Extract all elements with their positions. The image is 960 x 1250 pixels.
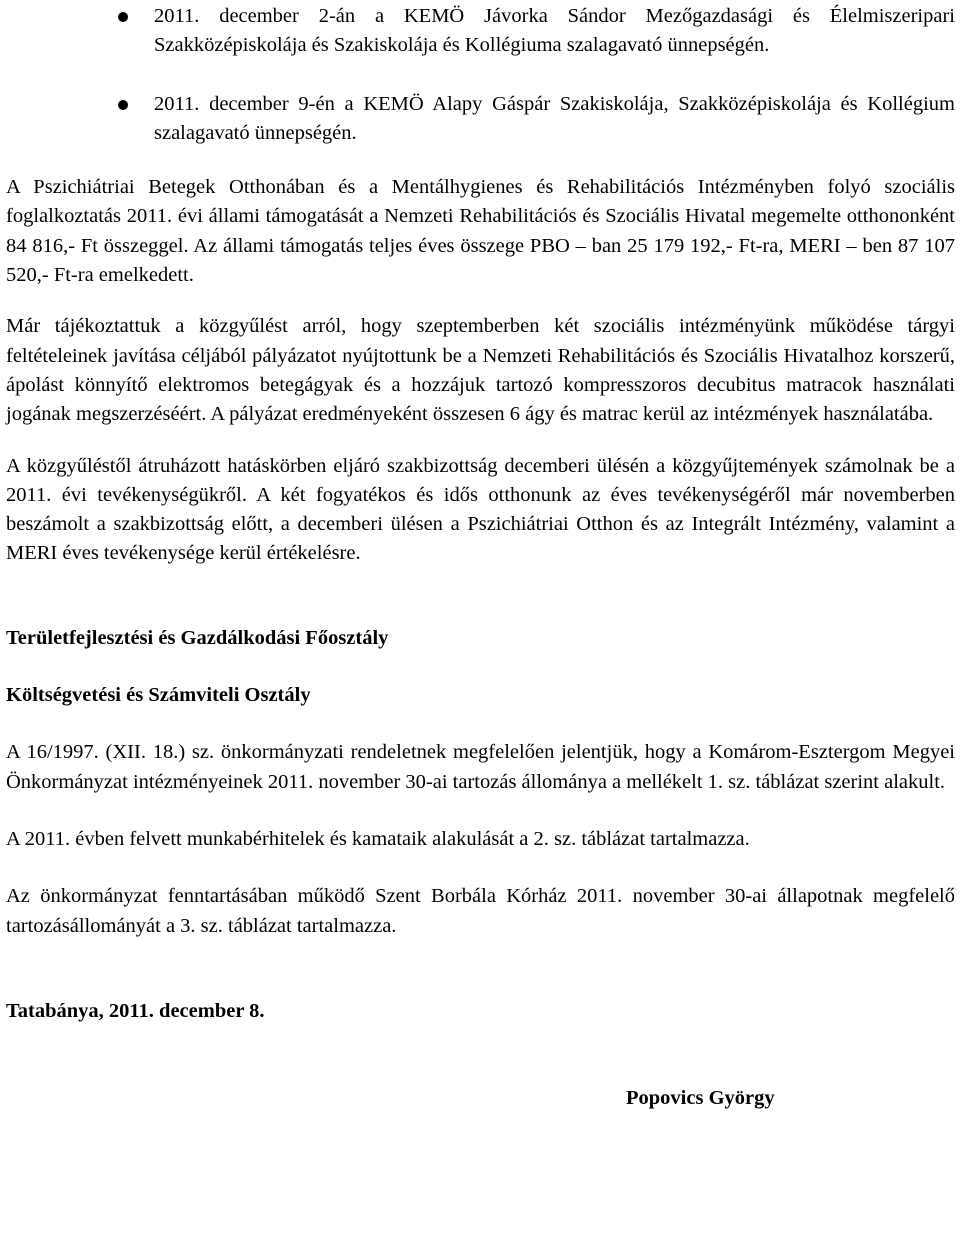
bullet-icon: [118, 100, 128, 110]
section-heading-division: Költségvetési és Számviteli Osztály: [6, 684, 311, 707]
place-and-date: Tatabánya, 2011. december 8.: [6, 999, 265, 1022]
document-page: [6, 0, 955, 1113]
list-item: [6, 2, 955, 61]
event-list: [6, 2, 955, 148]
paragraph-committee: A közgyűléstől átruházott hatáskörben eljáró szakbizottság decemberi ülésén a közgyűjtemények számolnak be a 2011. évi tevékenységükről. A két fogyatékos és idős otthonunk az éves tevékenységéről már novemberben beszámolt a szakbizottság előtt, a decemberi ülésen a Pszichiátriai Otthon és az Integrált Intézmény, valamint a MERI éves tevékenysége kerül értékelésre.: [6, 454, 955, 565]
paragraph-tender: Már tájékoztattuk a közgyűlést arról, hogy szeptemberben két szociális intézményünk működése tárgyi feltételeinek javítása céljából pályázatot nyújtottunk be a Nemzeti Rehabilitációs és Szociális Hivatalhoz korszerű, ápolást könnyítő elektromos betegágyak és a hozzájuk tartozó kompresszoros decubitus matracok használati jogának megszerzéséért. A pályázat eredményeként összesen 6 ágy és matrac kerül az intézmények használatába.: [6, 315, 955, 426]
paragraph-social-employment: A Pszichiátriai Betegek Otthonában és a Mentálhygienes és Rehabilitációs Intézményben folyó szociális foglalkoztatás 2011. évi állami támogatását a Nemzeti Rehabilitációs és Szociális Hivatal megemelte otthononként 84 816,- Ft összeggel. Az állami támogatás teljes éves összege PBO – ban 25 179 192,- Ft-ra, MERI – ben 87 107 520,- Ft-ra emelkedett.: [6, 176, 955, 287]
bullet-icon: [118, 12, 128, 22]
section-heading-department: Területfejlesztési és Gazdálkodási Főosztály: [6, 626, 389, 649]
list-item: [6, 90, 955, 149]
paragraph-hospital-debt: Az önkormányzat fenntartásában működő Szent Borbála Kórház 2011. november 30-ai állapotnak megfelelő tartozásállományát a 3. sz. táblázat tartalmazza.: [6, 885, 955, 937]
paragraph-debt-report: A 16/1997. (XII. 18.) sz. önkormányzati rendeletnek megfelelően jelentjük, hogy a Komárom-Esztergom Megyei Önkormányzat intézményeinek 2011. november 30-ai tartozás állománya a mellékelt 1. sz. táblázat szerint alakult.: [6, 741, 955, 793]
signature-name: Popovics György: [626, 1087, 775, 1110]
paragraph-wage-loans: A 2011. évben felvett munkabérhitelek és kamataik alakulását a 2. sz. táblázat tartalmazza.: [6, 827, 750, 850]
list-item-text: 2011. december 9-én a KEMÖ Alapy Gáspár Szakiskolája, Szakközépiskolája és Kollégium szalagavató ünnepségén.: [154, 92, 955, 144]
list-item-text: 2011. december 2-án a KEMÖ Jávorka Sándor Mezőgazdasági és Élelmiszeripari Szakközépiskolája és Szakiskolája és Kollégiuma szalagavató ünnepségén.: [154, 5, 955, 57]
